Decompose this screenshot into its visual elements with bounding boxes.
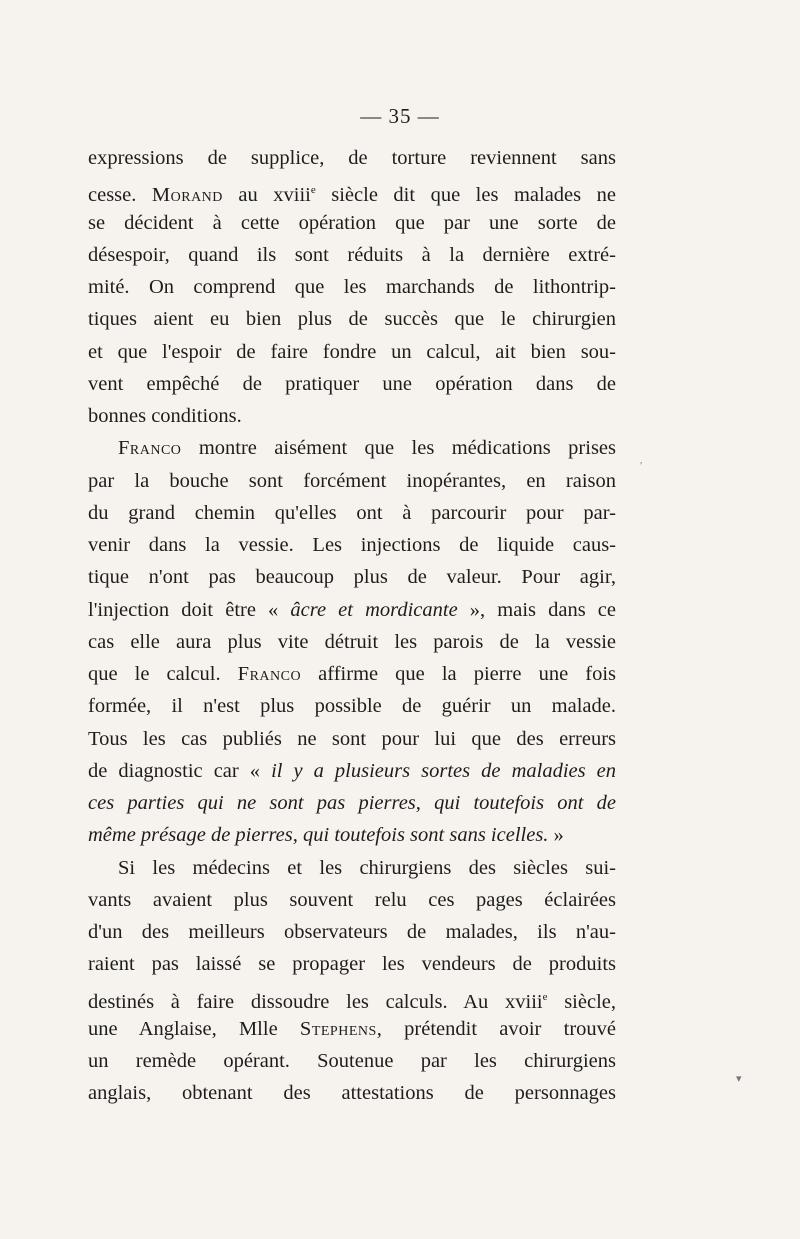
text-run: que le calcul.: [88, 663, 238, 685]
quotation: il y a plusieurs sortes de maladies en: [271, 759, 616, 782]
text-run: cas elle aura plus vite détruit les parois de la vessie: [88, 630, 616, 653]
text-run: tique n'ont pas beaucoup plus de valeur. Pour agir,: [88, 566, 616, 589]
text-run: d'un des meilleurs observateurs de malades, ils n'au-: [88, 921, 616, 943]
text-line: [88, 497, 616, 529]
text-run: de diagnostic car «: [88, 759, 272, 782]
text-run: destinés à faire dissoudre les calculs. Au xviii: [88, 990, 543, 1013]
text-run: une Anglaise, Mlle: [88, 1017, 300, 1040]
text-line: [88, 142, 616, 174]
text-run: un remède opérant. Soutenue par les chirurgiens: [88, 1050, 616, 1072]
text-run: venir dans la vessie. Les injections de liquide caus-: [88, 534, 616, 556]
paper-speck: ′: [640, 460, 643, 472]
body-text: [88, 142, 616, 1110]
text-run: par la bouche sont forcément inopérantes, en raison: [88, 469, 616, 492]
text-line: [88, 561, 616, 593]
paper-speck: ▾: [736, 1073, 742, 1085]
text-run: mité. On comprend que les marchands de lithontrip-: [88, 276, 616, 298]
text-line: [88, 207, 616, 239]
text-line: [88, 819, 616, 851]
text-run: Tous les cas publiés ne sont pour lui que des erreurs: [88, 727, 616, 750]
quotation: ces parties qui ne sont pas pierres, qui toutefois ont de: [88, 792, 616, 814]
text-line: [88, 400, 616, 432]
quotation: âcre et mordicante: [290, 598, 458, 621]
text-run: tiques aient eu bien plus de succès que le chirurgien: [88, 308, 616, 331]
text-run: siècle,: [547, 990, 616, 1013]
text-run: et que l'espoir de faire fondre un calcul, ait bien sou-: [88, 340, 616, 363]
text-run: siècle dit que les malades ne: [315, 184, 616, 207]
text-line: [88, 432, 616, 464]
text-run: cesse.: [88, 184, 152, 207]
author-name: Franco: [237, 663, 302, 685]
author-name: Franco: [118, 437, 182, 460]
text-line: [88, 658, 616, 690]
text-line: [88, 303, 616, 335]
text-line: [88, 336, 616, 368]
text-run: Si les médecins et les chirurgiens des siècles sui-: [118, 856, 616, 879]
text-run: », mais dans ce: [457, 598, 616, 621]
text-run: l'injection doit être «: [88, 598, 291, 621]
text-run: raient pas laissé se propager les vendeurs de produits: [88, 953, 616, 976]
text-line: [88, 948, 616, 980]
text-line: [88, 1077, 616, 1109]
text-line: [88, 723, 616, 755]
text-line: [88, 1045, 616, 1077]
text-line: [88, 755, 616, 787]
text-line: [88, 465, 616, 497]
text-run: désespoir, quand ils sont réduits à la dernière extré-: [88, 243, 616, 266]
text-line: [88, 368, 616, 400]
text-run: formée, il n'est plus possible de guérir un malade.: [88, 695, 616, 718]
text-line: [88, 787, 616, 819]
page-number: — 35 —: [360, 104, 440, 128]
text-line: [88, 529, 616, 561]
text-run: anglais, obtenant des attestations de personnages: [88, 1082, 616, 1105]
author-name: Morand: [151, 184, 223, 207]
superscript: e: [310, 184, 316, 197]
quotation: même présage de pierres, qui toutefois sont sans icelles.: [88, 824, 549, 847]
text-run: expressions de supplice, de torture reviennent sans: [88, 147, 616, 169]
text-line: [88, 594, 616, 626]
text-line: [88, 1013, 616, 1045]
text-run: vants avaient plus souvent relu ces pages éclairées: [88, 888, 616, 911]
text-line: [88, 690, 616, 722]
text-run: montre aisément que les médications prises: [181, 437, 616, 460]
text-run: se décident à cette opération que par une sorte de: [88, 211, 616, 234]
text-run: bonnes conditions.: [88, 405, 242, 427]
text-line: [88, 852, 616, 884]
superscript: e: [542, 990, 548, 1003]
text-line: [88, 174, 616, 206]
text-run: au xviii: [222, 184, 311, 207]
text-run: du grand chemin qu'elles ont à parcourir pour par-: [88, 501, 616, 524]
text-line: [88, 981, 616, 1013]
text-run: , prétendit avoir trouvé: [376, 1017, 616, 1040]
text-run: »: [548, 824, 564, 847]
text-line: [88, 884, 616, 916]
author-name: Stephens: [299, 1017, 377, 1040]
text-line: [88, 239, 616, 271]
text-line: [88, 916, 616, 948]
text-run: affirme que la pierre une fois: [301, 663, 616, 685]
text-line: [88, 626, 616, 658]
text-run: vent empêché de pratiquer une opération dans de: [88, 372, 616, 395]
text-line: [88, 271, 616, 303]
